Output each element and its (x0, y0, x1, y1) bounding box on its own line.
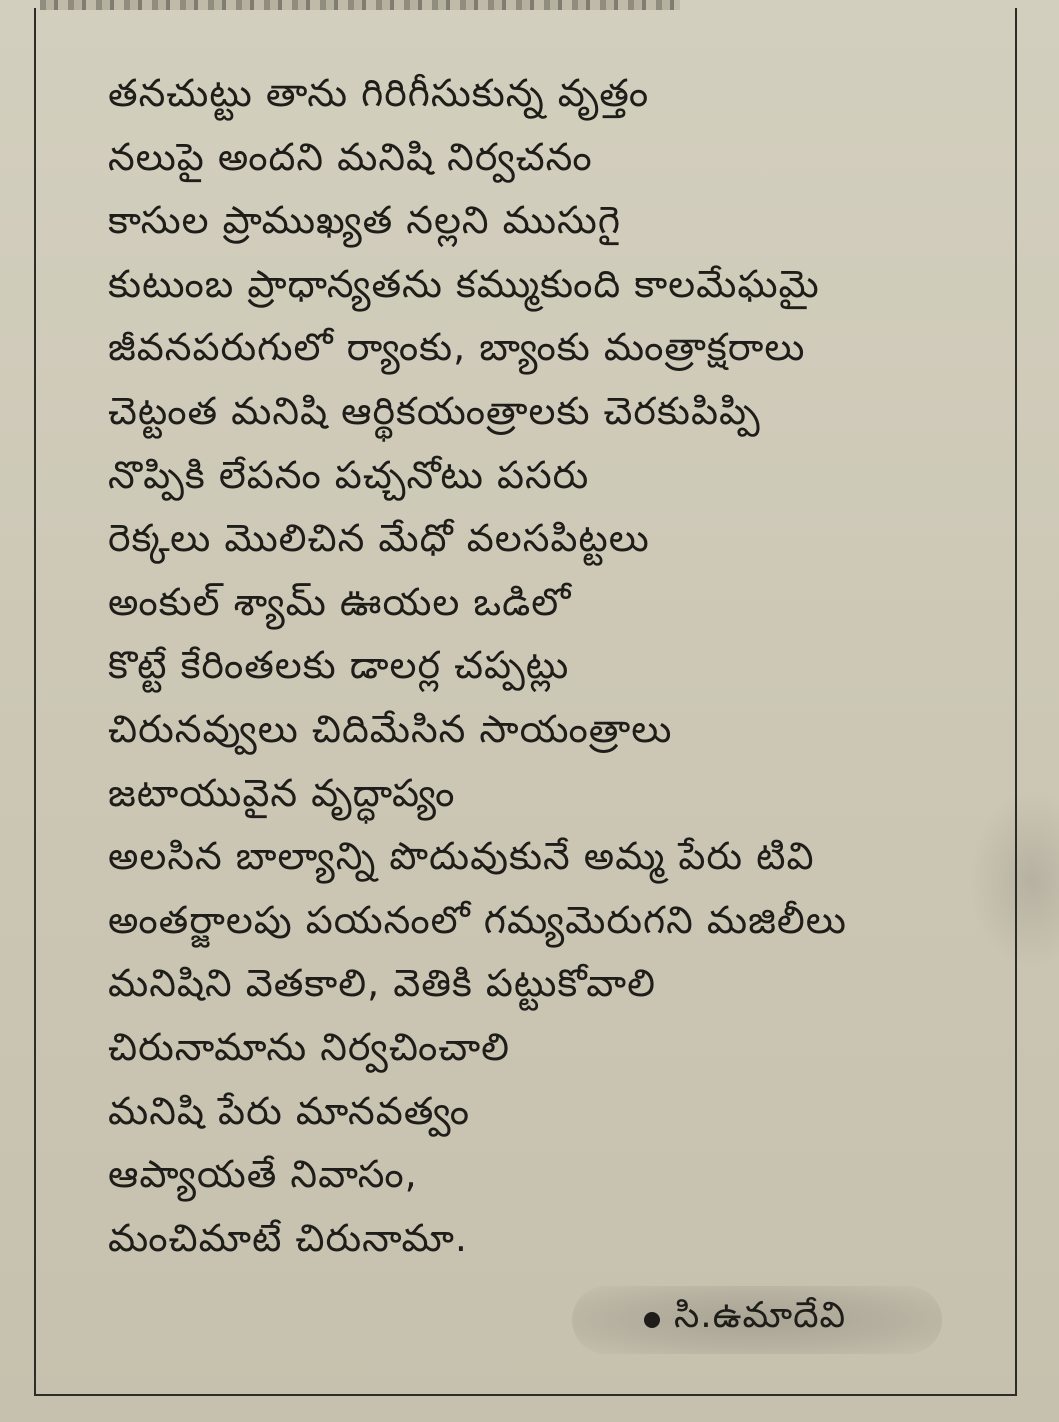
poem-line-18: ఆప్యాయతే నివాసం, (108, 1152, 418, 1197)
poem-line-9: అంకుల్ శ్యామ్ ఊయల ఒడిలో (108, 579, 572, 624)
poem-line-3: కాసుల ప్రాముఖ్యత నల్లని ముసుగై (108, 198, 621, 243)
author-name: సి.ఉమాదేవి (674, 1295, 847, 1336)
poem-line-2: నలుపై అందని మనిషి నిర్వచనం (108, 134, 593, 179)
poem-line-7: నొప్పికి లేపనం పచ్చనోటు పసరు (108, 452, 590, 497)
poem-body (108, 62, 988, 1270)
poem-line-5: జీవనపరుగులో ర్యాంకు, బ్యాంకు మంత్రాక్షరాలు (108, 325, 806, 370)
poem-line-12: జటాయువైన వృద్ధాప్యం (108, 770, 456, 815)
poem-line-14: అంతర్జాలపు పయనంలో గమ్యమెరుగని మజిలీలు (108, 897, 847, 942)
poem-line-13: అలసిన బాల్యాన్ని పొదువుకునే అమ్మ పేరు టివి (108, 834, 815, 879)
author-byline (572, 1286, 942, 1354)
poem-line-11: చిరునవ్వులు చిదిమేసిన సాయంత్రాలు (108, 706, 673, 751)
poem-line-16: చిరునామాను నిర్వచించాలి (108, 1024, 510, 1069)
poem-line-6: చెట్టంత మనిషి ఆర్థికయంత్రాలకు చెరకుపిప్పి (108, 388, 761, 433)
poem-line-10: కొట్టే కేరింతలకు డాలర్ల చప్పట్లు (108, 643, 570, 688)
bullet-dot-icon (644, 1312, 660, 1328)
poem-line-4: కుటుంబ ప్రాధాన్యతను కమ్ముకుంది కాలమేఘమై (108, 261, 820, 306)
poem-line-8: రెక్కలు మొలిచిన మేధో వలసపిట్టలు (108, 516, 650, 561)
poem-line-17: మనిషి పేరు మానవత్వం (108, 1088, 470, 1133)
poem-line-1: తనచుట్టు తాను గిరిగీసుకున్న వృత్తం (108, 71, 650, 115)
poem-line-15: మనిషిని వెతకాలి, వెతికి పట్టుకోవాలి (108, 961, 656, 1006)
poem-line-19: మంచిమాటే చిరునామా. (108, 1215, 468, 1260)
